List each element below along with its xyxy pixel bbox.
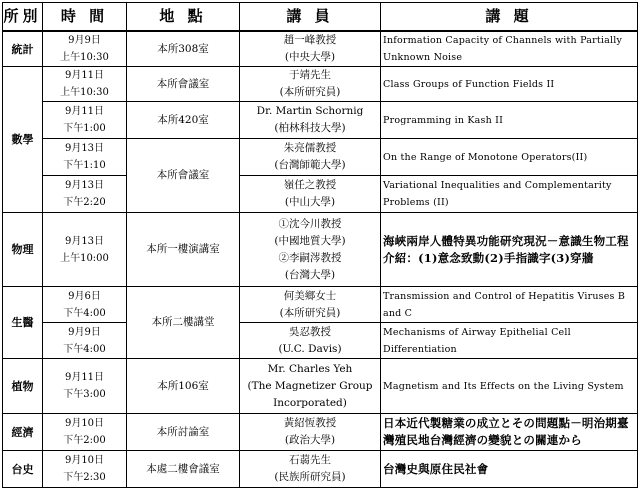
time-cell xyxy=(43,287,127,323)
date-text: 9月9日 xyxy=(68,35,101,46)
speaker-affiliation: Incorporated) xyxy=(273,396,347,409)
time-text: 下午4:00 xyxy=(63,307,106,319)
speaker-cell xyxy=(240,359,381,414)
header-topic: 講 題 xyxy=(381,3,638,32)
date-text: 9月11日 xyxy=(64,372,105,383)
speaker-affiliation: (The Magnetizer Group xyxy=(247,379,373,392)
topic-cell: Information Capacity of Channels with Partially Unknown Noise xyxy=(381,31,638,67)
time-text: 上午10:30 xyxy=(60,87,109,98)
topic-cell: 日本近代製糖業の成立とその問題點－明治期臺灣殖民地台灣經濟の變貌との關連から xyxy=(381,414,638,451)
topic-cell: Programming in Kash II xyxy=(381,102,638,139)
speaker-name: ②李嗣涔教授 xyxy=(278,251,342,264)
table-row xyxy=(3,102,638,139)
speaker-cell xyxy=(240,323,381,359)
date-text: 9月13日 xyxy=(64,180,105,191)
topic-cell: On the Range of Monotone Operators(II) xyxy=(381,139,638,176)
speaker-affiliation: (本所研究員) xyxy=(279,306,341,319)
speaker-name: Mr. Charles Yeh xyxy=(267,362,353,375)
speaker-affiliation: (政治大學) xyxy=(284,434,336,446)
location-cell: 本所討論室 xyxy=(127,414,240,451)
date-text: 9月10日 xyxy=(64,418,105,429)
time-text: 下午1:00 xyxy=(63,123,106,134)
speaker-cell xyxy=(240,176,381,213)
time-cell xyxy=(43,323,127,359)
location-cell: 本所420室 xyxy=(127,102,240,139)
topic-cell: 台灣史與原住民社會 xyxy=(381,451,638,488)
location-cell: 本處二樓會議室 xyxy=(127,451,240,488)
time-cell xyxy=(43,451,127,488)
date-text: 9月11日 xyxy=(64,70,105,81)
speaker-cell xyxy=(240,451,381,488)
table-row xyxy=(3,414,638,451)
time-cell xyxy=(43,31,127,67)
field-cell: 植物 xyxy=(3,359,43,414)
location-cell: 本所308室 xyxy=(127,31,240,67)
table-row xyxy=(3,287,638,323)
time-cell xyxy=(43,176,127,213)
speaker-name: 何美鄉女士 xyxy=(283,289,337,302)
table-row xyxy=(3,451,638,488)
speaker-affiliation: (U.C. Davis) xyxy=(278,342,342,355)
topic-cell: Variational Inequalities and Complementarity Problems (II) xyxy=(381,176,638,213)
date-text: 9月10日 xyxy=(64,455,105,466)
location-cell: 本所會議室 xyxy=(127,139,240,213)
speaker-affiliation: (中山大學) xyxy=(284,196,336,208)
speaker-affiliation: (台灣師範大學) xyxy=(274,159,346,171)
time-text: 下午4:00 xyxy=(63,343,106,355)
speaker-name: 黃紹恆教授 xyxy=(283,417,337,429)
speaker-cell xyxy=(240,287,381,323)
seminar-schedule-table xyxy=(2,2,638,488)
field-cell: 台史 xyxy=(3,451,43,488)
speaker-cell xyxy=(240,213,381,287)
table-row xyxy=(3,176,638,213)
date-text: 9月6日 xyxy=(68,290,101,302)
header-field: 所別 xyxy=(3,3,43,32)
speaker-name: 朱亮儒教授 xyxy=(283,142,337,154)
field-cell: 統計 xyxy=(3,31,43,67)
location-cell: 本所二樓講堂 xyxy=(127,287,240,359)
location-cell: 本所106室 xyxy=(127,359,240,414)
speaker-cell xyxy=(240,414,381,451)
table-row xyxy=(3,139,638,176)
time-text: 下午2:30 xyxy=(63,472,106,483)
speaker-cell xyxy=(240,31,381,67)
time-cell xyxy=(43,359,127,414)
table-row xyxy=(3,323,638,359)
speaker-affiliation: (中國地質大學) xyxy=(274,234,346,247)
time-text: 下午2:20 xyxy=(63,197,106,208)
field-cell: 數學 xyxy=(3,67,43,213)
time-text: 下午1:10 xyxy=(63,160,106,171)
speaker-affiliation: (柏林科技大學) xyxy=(274,122,346,134)
time-text: 上午10:00 xyxy=(60,252,109,264)
speaker-name: 吳忍教授 xyxy=(289,325,331,338)
speaker-affiliation: (本所研究員) xyxy=(279,86,341,98)
topic-cell: Class Groups of Function Fields II xyxy=(381,67,638,102)
header-speaker: 講 員 xyxy=(240,3,381,32)
date-text: 9月13日 xyxy=(64,143,105,154)
date-text: 9月11日 xyxy=(64,106,105,117)
time-cell xyxy=(43,139,127,176)
topic-cell: Transmission and Control of Hepatitis Viruses B and C xyxy=(381,287,638,323)
header-row xyxy=(3,3,638,32)
table-row xyxy=(3,67,638,102)
speaker-affiliation: (台灣大學) xyxy=(284,268,336,281)
time-text: 下午3:00 xyxy=(63,389,106,400)
speaker-name: ①沈今川教授 xyxy=(278,217,342,230)
speaker-cell xyxy=(240,102,381,139)
speaker-cell xyxy=(240,67,381,102)
speaker-name: 趙一峰教授 xyxy=(283,34,337,46)
speaker-name: 嶺任之教授 xyxy=(283,179,337,191)
time-cell xyxy=(43,414,127,451)
date-text: 9月9日 xyxy=(68,326,101,338)
speaker-affiliation: (中央大學) xyxy=(284,51,336,63)
header-time: 時 間 xyxy=(43,3,127,32)
speaker-name: Dr. Martin Schornig xyxy=(256,105,364,117)
table-row xyxy=(3,31,638,67)
field-cell: 經濟 xyxy=(3,414,43,451)
date-text: 9月13日 xyxy=(64,235,105,247)
field-cell: 物理 xyxy=(3,213,43,287)
table-row xyxy=(3,213,638,287)
location-cell: 本所會議室 xyxy=(127,67,240,102)
time-cell xyxy=(43,102,127,139)
field-cell: 生醫 xyxy=(3,287,43,359)
speaker-name: 石蒻先生 xyxy=(289,454,331,466)
speaker-cell xyxy=(240,139,381,176)
time-cell xyxy=(43,67,127,102)
topic-cell: Magnetism and Its Effects on the Living System xyxy=(381,359,638,414)
location-cell: 本所一樓演講室 xyxy=(127,213,240,287)
topic-cell: Mechanisms of Airway Epithelial Cell Differentiation xyxy=(381,323,638,359)
speaker-name: 于靖先生 xyxy=(289,69,331,81)
speaker-affiliation: (民族所研究員) xyxy=(274,471,346,483)
header-location: 地 點 xyxy=(127,3,240,32)
topic-cell: 海峽兩岸人體特異功能研究現況－意識生物工程介紹：(1)意念致動(2)手指識字(3)穿牆 xyxy=(381,213,638,287)
time-text: 上午10:30 xyxy=(60,52,109,63)
time-text: 下午2:00 xyxy=(63,435,106,446)
table-row xyxy=(3,359,638,414)
time-cell xyxy=(43,213,127,287)
